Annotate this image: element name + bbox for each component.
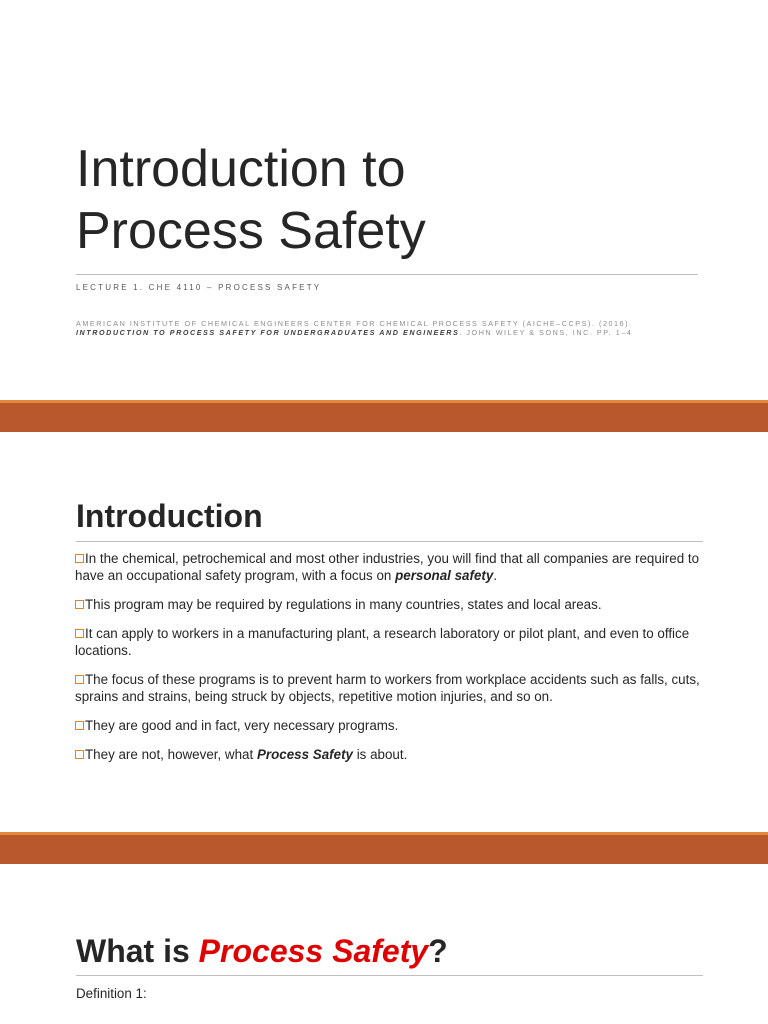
- introduction-slide: [0, 432, 768, 832]
- list-item: [70, 625, 710, 659]
- citation-book-title: INTRODUCTION TO PROCESS SAFETY FOR UNDERGRADUATES AND ENGINEERS: [76, 327, 460, 337]
- bullet-list: [70, 550, 710, 775]
- slide-separator: [0, 832, 768, 864]
- square-bullet-icon: [75, 675, 84, 684]
- heading-highlight: Process Safety: [198, 933, 429, 969]
- heading-question-mark: ?: [428, 933, 448, 969]
- list-item: [70, 746, 710, 763]
- slide-title-line-1: Introduction to: [76, 140, 406, 198]
- bullet-text: They are good and in fact, very necessary programs.: [85, 718, 399, 733]
- citation: [76, 320, 696, 337]
- list-item: [70, 717, 710, 734]
- bullet-text: It can apply to workers in a manufacturing plant, a research laboratory or pilot plant, and even to office locations.: [75, 626, 690, 658]
- square-bullet-icon: [75, 629, 84, 638]
- bullet-text: In the chemical, petrochemical and most other industries, you will find that all companies are required to have an occupational safety program, with a focus on: [75, 551, 700, 583]
- square-bullet-icon: [75, 721, 84, 730]
- bullet-text-tail: .: [493, 568, 498, 583]
- heading-divider: [76, 975, 703, 976]
- square-bullet-icon: [75, 600, 84, 609]
- bullet-text: This program may be required by regulations in many countries, states and local areas.: [85, 597, 602, 612]
- bullet-text: The focus of these programs is to prevent harm to workers from workplace accidents such as falls, cuts, sprains and strains, being struck by objects, repetitive motion injuries, and so on.: [75, 672, 700, 704]
- definition-slide: [0, 864, 768, 1024]
- slide-separator: [0, 400, 768, 432]
- list-item: [70, 550, 710, 584]
- bullet-text: They are not, however, what: [85, 747, 257, 762]
- lecture-subtitle: LECTURE 1. CHE 4110 – PROCESS SAFETY: [76, 283, 322, 292]
- definition-label: Definition 1:: [76, 986, 147, 1001]
- definition-heading: [76, 932, 448, 970]
- introduction-heading: Introduction: [76, 498, 263, 534]
- title-slide: [0, 0, 768, 400]
- bullet-emphasis: personal safety: [395, 568, 494, 583]
- bullet-text-tail: is about.: [352, 747, 408, 762]
- citation-publisher: . JOHN WILEY & SONS, INC. PP. 1–4: [459, 327, 633, 337]
- slide-title-line-2: Process Safety: [76, 202, 426, 260]
- square-bullet-icon: [75, 554, 84, 563]
- title-divider: [76, 274, 698, 275]
- bullet-emphasis: Process Safety: [256, 747, 353, 762]
- slide-title: [76, 138, 426, 262]
- heading-text: What is: [76, 933, 199, 969]
- square-bullet-icon: [75, 750, 84, 759]
- heading-divider: [76, 541, 703, 542]
- list-item: [70, 671, 710, 705]
- citation-authors: AMERICAN INSTITUTE OF CHEMICAL ENGINEERS CENTER FOR CHEMICAL PROCESS SAFETY (AICHE–CCPS). (2016).: [76, 319, 633, 328]
- list-item: [70, 596, 710, 613]
